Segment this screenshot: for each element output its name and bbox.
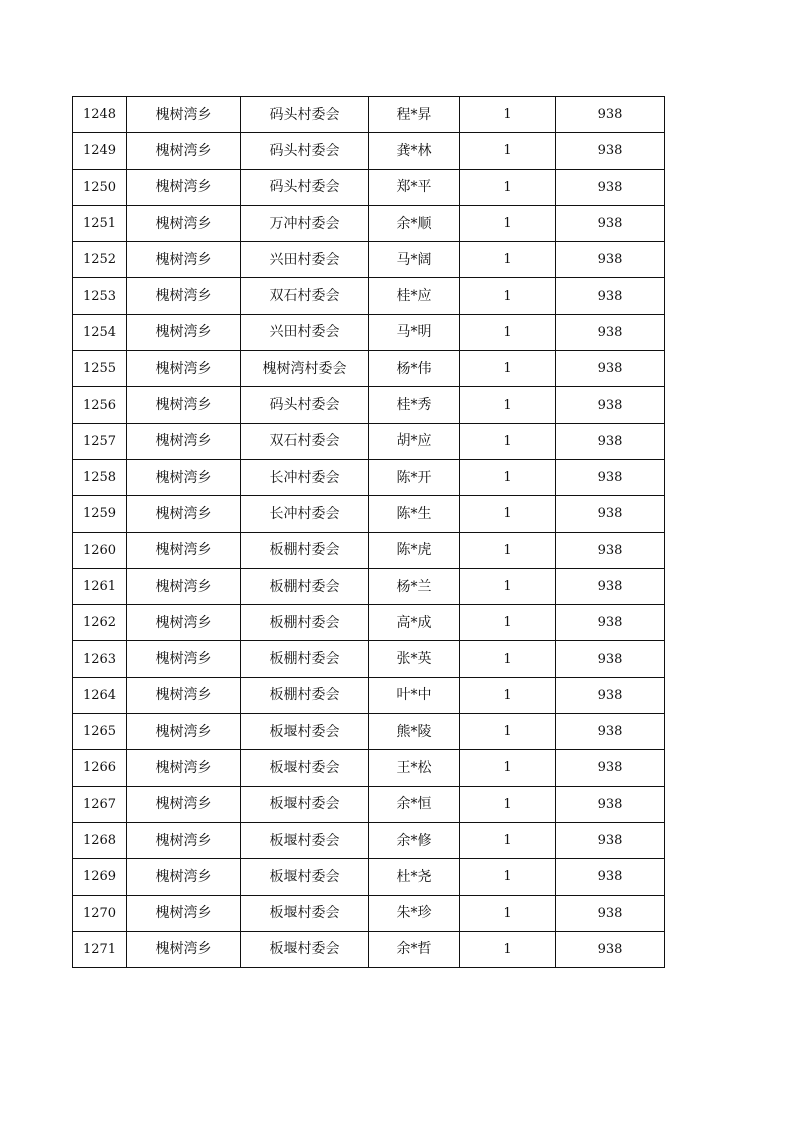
cell-serial-number: 1253	[73, 278, 127, 314]
cell-amount: 938	[556, 786, 665, 822]
cell-count: 1	[460, 205, 556, 241]
cell-count: 1	[460, 314, 556, 350]
cell-amount: 938	[556, 496, 665, 532]
cell-count: 1	[460, 677, 556, 713]
cell-serial-number: 1267	[73, 786, 127, 822]
cell-person-name: 朱*珍	[369, 895, 460, 931]
table-row	[73, 641, 665, 677]
cell-count: 1	[460, 133, 556, 169]
cell-township: 槐树湾乡	[127, 97, 241, 133]
cell-amount: 938	[556, 169, 665, 205]
cell-amount: 938	[556, 278, 665, 314]
cell-amount: 938	[556, 387, 665, 423]
table-row	[73, 822, 665, 858]
cell-count: 1	[460, 931, 556, 967]
table-row	[73, 859, 665, 895]
cell-township: 槐树湾乡	[127, 605, 241, 641]
table-row	[73, 496, 665, 532]
cell-serial-number: 1259	[73, 496, 127, 532]
cell-person-name: 余*哲	[369, 931, 460, 967]
cell-count: 1	[460, 895, 556, 931]
cell-serial-number: 1257	[73, 423, 127, 459]
cell-person-name: 马*明	[369, 314, 460, 350]
cell-count: 1	[460, 169, 556, 205]
cell-township: 槐树湾乡	[127, 351, 241, 387]
cell-serial-number: 1269	[73, 859, 127, 895]
table-row	[73, 714, 665, 750]
cell-village-committee: 长冲村委会	[241, 459, 369, 495]
cell-person-name: 高*成	[369, 605, 460, 641]
table-row	[73, 205, 665, 241]
cell-person-name: 杜*尧	[369, 859, 460, 895]
cell-township: 槐树湾乡	[127, 641, 241, 677]
cell-person-name: 郑*平	[369, 169, 460, 205]
cell-township: 槐树湾乡	[127, 423, 241, 459]
cell-person-name: 桂*秀	[369, 387, 460, 423]
cell-count: 1	[460, 278, 556, 314]
cell-amount: 938	[556, 314, 665, 350]
cell-serial-number: 1266	[73, 750, 127, 786]
cell-serial-number: 1260	[73, 532, 127, 568]
cell-serial-number: 1248	[73, 97, 127, 133]
roster-table-body	[73, 97, 665, 968]
table-row	[73, 605, 665, 641]
table-row	[73, 423, 665, 459]
cell-village-committee: 板棚村委会	[241, 641, 369, 677]
cell-serial-number: 1265	[73, 714, 127, 750]
cell-township: 槐树湾乡	[127, 714, 241, 750]
cell-person-name: 陈*生	[369, 496, 460, 532]
cell-person-name: 叶*中	[369, 677, 460, 713]
cell-serial-number: 1251	[73, 205, 127, 241]
table-row	[73, 169, 665, 205]
cell-township: 槐树湾乡	[127, 496, 241, 532]
cell-village-committee: 长冲村委会	[241, 496, 369, 532]
cell-amount: 938	[556, 568, 665, 604]
table-row	[73, 677, 665, 713]
cell-village-committee: 码头村委会	[241, 169, 369, 205]
cell-count: 1	[460, 786, 556, 822]
cell-serial-number: 1250	[73, 169, 127, 205]
table-row	[73, 459, 665, 495]
cell-person-name: 杨*伟	[369, 351, 460, 387]
cell-count: 1	[460, 568, 556, 604]
table-row	[73, 133, 665, 169]
cell-township: 槐树湾乡	[127, 278, 241, 314]
cell-village-committee: 兴田村委会	[241, 242, 369, 278]
cell-amount: 938	[556, 605, 665, 641]
cell-village-committee: 槐树湾村委会	[241, 351, 369, 387]
cell-person-name: 桂*应	[369, 278, 460, 314]
cell-serial-number: 1264	[73, 677, 127, 713]
cell-township: 槐树湾乡	[127, 931, 241, 967]
cell-person-name: 张*英	[369, 641, 460, 677]
cell-village-committee: 板堰村委会	[241, 822, 369, 858]
cell-amount: 938	[556, 242, 665, 278]
cell-count: 1	[460, 532, 556, 568]
cell-count: 1	[460, 605, 556, 641]
roster-table	[72, 96, 665, 968]
cell-township: 槐树湾乡	[127, 895, 241, 931]
cell-person-name: 程*昇	[369, 97, 460, 133]
cell-village-committee: 双石村委会	[241, 278, 369, 314]
cell-count: 1	[460, 97, 556, 133]
table-row	[73, 97, 665, 133]
cell-village-committee: 板堰村委会	[241, 895, 369, 931]
cell-person-name: 余*顺	[369, 205, 460, 241]
table-row	[73, 750, 665, 786]
cell-village-committee: 板堰村委会	[241, 750, 369, 786]
cell-person-name: 熊*陵	[369, 714, 460, 750]
table-row	[73, 532, 665, 568]
cell-amount: 938	[556, 205, 665, 241]
cell-village-committee: 板堰村委会	[241, 859, 369, 895]
table-row	[73, 786, 665, 822]
cell-amount: 938	[556, 714, 665, 750]
table-row	[73, 242, 665, 278]
cell-serial-number: 1271	[73, 931, 127, 967]
cell-serial-number: 1249	[73, 133, 127, 169]
cell-village-committee: 码头村委会	[241, 97, 369, 133]
cell-amount: 938	[556, 459, 665, 495]
cell-township: 槐树湾乡	[127, 169, 241, 205]
cell-village-committee: 板棚村委会	[241, 605, 369, 641]
table-row	[73, 931, 665, 967]
cell-amount: 938	[556, 97, 665, 133]
cell-amount: 938	[556, 822, 665, 858]
cell-person-name: 杨*兰	[369, 568, 460, 604]
cell-township: 槐树湾乡	[127, 459, 241, 495]
table-row	[73, 568, 665, 604]
cell-village-committee: 双石村委会	[241, 423, 369, 459]
cell-count: 1	[460, 387, 556, 423]
cell-serial-number: 1255	[73, 351, 127, 387]
cell-village-committee: 板堰村委会	[241, 714, 369, 750]
cell-amount: 938	[556, 677, 665, 713]
cell-count: 1	[460, 750, 556, 786]
cell-village-committee: 板堰村委会	[241, 786, 369, 822]
cell-township: 槐树湾乡	[127, 568, 241, 604]
cell-serial-number: 1256	[73, 387, 127, 423]
table-row	[73, 278, 665, 314]
cell-person-name: 龚*林	[369, 133, 460, 169]
cell-amount: 938	[556, 641, 665, 677]
cell-township: 槐树湾乡	[127, 786, 241, 822]
cell-amount: 938	[556, 859, 665, 895]
cell-count: 1	[460, 423, 556, 459]
table-row	[73, 314, 665, 350]
cell-count: 1	[460, 859, 556, 895]
cell-township: 槐树湾乡	[127, 242, 241, 278]
cell-serial-number: 1252	[73, 242, 127, 278]
cell-amount: 938	[556, 750, 665, 786]
cell-serial-number: 1270	[73, 895, 127, 931]
cell-amount: 938	[556, 931, 665, 967]
cell-person-name: 马*阔	[369, 242, 460, 278]
cell-serial-number: 1268	[73, 822, 127, 858]
cell-person-name: 胡*应	[369, 423, 460, 459]
cell-person-name: 陈*开	[369, 459, 460, 495]
cell-amount: 938	[556, 351, 665, 387]
cell-count: 1	[460, 351, 556, 387]
cell-village-committee: 万冲村委会	[241, 205, 369, 241]
cell-township: 槐树湾乡	[127, 387, 241, 423]
cell-count: 1	[460, 641, 556, 677]
cell-amount: 938	[556, 895, 665, 931]
cell-count: 1	[460, 822, 556, 858]
table-row	[73, 351, 665, 387]
cell-count: 1	[460, 496, 556, 532]
table-row	[73, 387, 665, 423]
cell-village-committee: 码头村委会	[241, 133, 369, 169]
cell-serial-number: 1262	[73, 605, 127, 641]
cell-amount: 938	[556, 423, 665, 459]
table-row	[73, 895, 665, 931]
cell-amount: 938	[556, 133, 665, 169]
cell-village-committee: 码头村委会	[241, 387, 369, 423]
cell-person-name: 陈*虎	[369, 532, 460, 568]
cell-serial-number: 1254	[73, 314, 127, 350]
cell-count: 1	[460, 459, 556, 495]
cell-serial-number: 1263	[73, 641, 127, 677]
cell-township: 槐树湾乡	[127, 677, 241, 713]
cell-village-committee: 板堰村委会	[241, 931, 369, 967]
cell-township: 槐树湾乡	[127, 314, 241, 350]
cell-amount: 938	[556, 532, 665, 568]
cell-person-name: 余*修	[369, 822, 460, 858]
cell-village-committee: 板棚村委会	[241, 568, 369, 604]
cell-village-committee: 板棚村委会	[241, 532, 369, 568]
cell-township: 槐树湾乡	[127, 822, 241, 858]
cell-person-name: 余*恒	[369, 786, 460, 822]
cell-township: 槐树湾乡	[127, 532, 241, 568]
cell-township: 槐树湾乡	[127, 205, 241, 241]
cell-serial-number: 1261	[73, 568, 127, 604]
cell-person-name: 王*松	[369, 750, 460, 786]
cell-count: 1	[460, 242, 556, 278]
cell-village-committee: 板棚村委会	[241, 677, 369, 713]
cell-serial-number: 1258	[73, 459, 127, 495]
cell-village-committee: 兴田村委会	[241, 314, 369, 350]
cell-township: 槐树湾乡	[127, 750, 241, 786]
cell-township: 槐树湾乡	[127, 859, 241, 895]
cell-township: 槐树湾乡	[127, 133, 241, 169]
cell-count: 1	[460, 714, 556, 750]
